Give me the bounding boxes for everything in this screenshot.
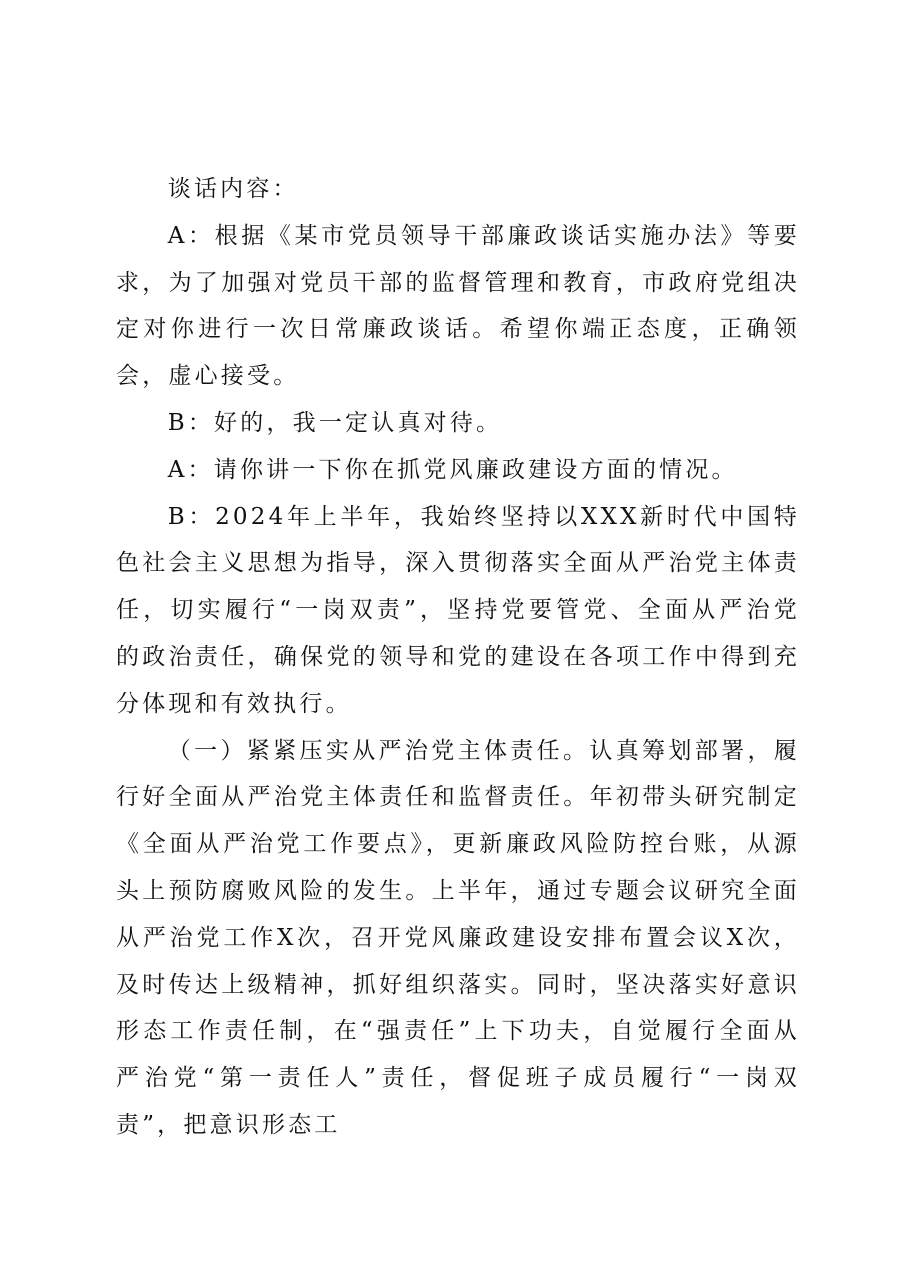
paragraph-b-reply: B：好的，我一定认真对待。 [167, 409, 503, 436]
paragraph-a-intro: A：根据《某市党员领导干部廉政谈话实施办法》等要求，为了加强对党员干部的监督管理和教育，市政府党组决定对你进行一次日常廉政谈话。希望你端正态度，正确领会，虚心接受。 [116, 222, 800, 390]
document-body [116, 166, 800, 1149]
paragraph-b-answer: B：2024年上半年，我始终坚持以XXX新时代中国特色社会主义思想为指导，深入贯彻落实全面从严治党主体责任，切实履行“一岗双责”，坚持党要管党、全面从严治党的政治责任，确保党的领导和党的建设在各项工作中得到充分体现和有效执行。 [116, 503, 800, 717]
paragraph-section-one: （一）紧紧压实从严治党主体责任。认真筹划部署，履行好全面从严治党主体责任和监督责任。年初带头研究制定《全面从严治党工作要点》，更新廉政风险防控台账，从源头上预防腐败风险的发生。上半年，通过专题会议研究全面从严治党工作X次，召开党风廉政建设安排布置会议X次，及时传达上级精神，抓好组织落实。同时，坚决落实好意识形态工作责任制，在“强责任”上下功夫，自觉履行全面从严治党“第一责任人”责任，督促班子成员履行“一岗双责”，把意识形态工 [116, 737, 800, 1138]
paragraph-a-question: A：请你讲一下你在抓党风廉政建设方面的情况。 [167, 456, 738, 483]
paragraph-heading: 谈话内容： [167, 176, 299, 202]
